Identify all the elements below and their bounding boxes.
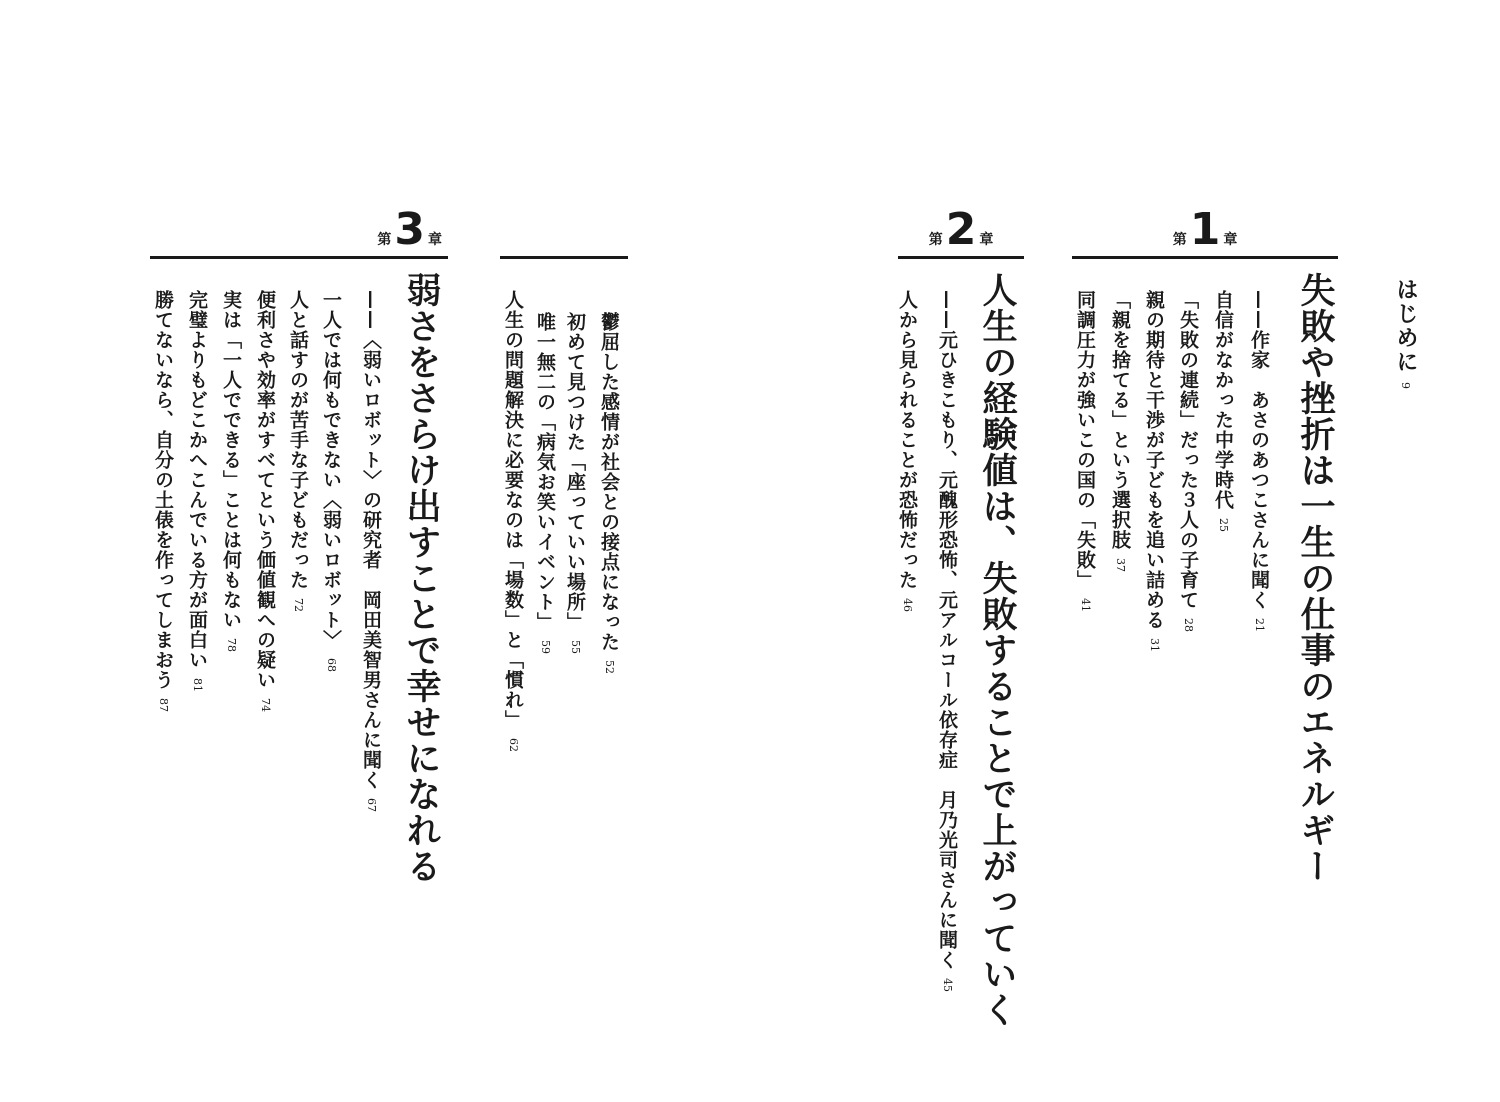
chapter-prefix: 第	[377, 232, 392, 248]
right-page	[750, 0, 1500, 1102]
item-text: 人と話すのが苦手な子どもだった	[287, 290, 309, 590]
chapter-1-item-5[interactable]	[1072, 290, 1099, 612]
page-number: 72	[292, 598, 305, 612]
chapter-1-item-1[interactable]	[1210, 290, 1237, 532]
page-number: 21	[1253, 618, 1266, 632]
intro-label: はじめに	[1393, 278, 1418, 374]
item-text: 実は「一人でできる」ことは何もない	[220, 290, 242, 630]
chapter-1-rule	[1072, 256, 1338, 259]
item-text: 唯一無二の「病気お笑いイベント」	[534, 312, 556, 632]
item-text: 人生の問題解決に必要なのは「場数」と「慣れ」	[502, 290, 524, 730]
item-text: 人から見られることが恐怖だった	[896, 290, 918, 590]
page-number: 41	[1079, 598, 1092, 612]
chapter-2-rule-continued	[500, 256, 628, 259]
chapter-1-item-3[interactable]	[1141, 290, 1168, 652]
chapter-2-title[interactable]: 人生の経験値は、失敗することで上がっていく	[977, 272, 1017, 1028]
chapter-2-item-3[interactable]	[562, 312, 589, 654]
page-number: 28	[1182, 618, 1195, 632]
item-text: 親の期待と干渉が子どもを追い詰める	[1143, 290, 1165, 630]
item-text: 完璧よりもどこかへこんでいる方が面白い	[186, 290, 208, 670]
chapter-suffix: 章	[979, 232, 994, 248]
chapter-3-item-3[interactable]	[252, 290, 279, 712]
chapter-2-item-4[interactable]	[532, 312, 559, 654]
chapter-prefix: 第	[1172, 232, 1187, 248]
chapter-1-title[interactable]: 失敗や挫折は一生の仕事のエネルギー	[1295, 272, 1335, 884]
page-number: 55	[569, 640, 582, 654]
page-number: 87	[157, 698, 170, 712]
item-text: 「親を捨てる」という選択肢	[1109, 290, 1131, 550]
page-number: 9	[1399, 382, 1412, 389]
chapter-prefix: 第	[928, 232, 943, 248]
page-number: 68	[325, 658, 338, 672]
item-text: 一人では何もできない〈弱いロボット〉	[320, 290, 342, 650]
page-number: 67	[365, 798, 378, 812]
page-number: 25	[1217, 518, 1230, 532]
chapter-2-item-1[interactable]	[894, 290, 921, 612]
chapter-1-item-2[interactable]	[1175, 290, 1202, 632]
chapter-number: 1	[1189, 204, 1221, 255]
chapter-2-item-5[interactable]	[500, 290, 527, 752]
chapter-number: 2	[945, 204, 977, 255]
chapter-3-subtitle[interactable]	[358, 290, 385, 812]
item-text: 勝てないなら、自分の土俵を作ってしまおう	[152, 290, 174, 690]
page-number: 81	[191, 678, 204, 692]
chapter-2-subtitle[interactable]	[934, 290, 961, 992]
chapter-3-item-1[interactable]	[318, 290, 345, 672]
chapter-3-rule	[150, 256, 448, 259]
chapter-suffix: 章	[428, 232, 442, 248]
page-number: 45	[941, 978, 954, 992]
page-number: 74	[259, 698, 272, 712]
chapter-1-item-4[interactable]	[1107, 290, 1134, 572]
page-number: 37	[1114, 558, 1127, 572]
chapter-3-item-4[interactable]	[218, 290, 245, 652]
chapter-number: 3	[394, 204, 425, 255]
page-number: 46	[901, 598, 914, 612]
item-text: 自信がなかった中学時代	[1212, 290, 1234, 510]
page-number: 52	[603, 660, 616, 674]
chapter-3-item-6[interactable]	[150, 290, 177, 712]
chapter-2-item-2[interactable]	[596, 312, 623, 674]
chapter-suffix: 章	[1223, 232, 1238, 248]
chapter-2-rule	[898, 256, 1024, 259]
item-text: 鬱屈した感情が社会との接点になった	[598, 312, 620, 652]
subtitle-text: ——作家 あさのあつこさんに聞く	[1248, 290, 1270, 610]
page-number: 31	[1148, 638, 1161, 652]
page-number: 78	[225, 638, 238, 652]
chapter-1-subtitle[interactable]	[1246, 290, 1273, 632]
item-text: 便利さや効率がすべてという価値観への疑い	[254, 290, 276, 690]
subtitle-text: ——〈弱いロボット〉の研究者 岡田美智男さんに聞く	[360, 290, 382, 790]
intro-entry[interactable]	[1390, 278, 1421, 389]
chapter-3-item-5[interactable]	[184, 290, 211, 692]
page-number: 59	[539, 640, 552, 654]
item-text: 初めて見つけた「座っていい場所」	[564, 312, 586, 632]
item-text: 「失敗の連続」だった３人の子育て	[1177, 290, 1199, 610]
item-text: 同調圧力が強いこの国の「失敗」	[1074, 290, 1096, 590]
subtitle-text: ——元ひきこもり、元醜形恐怖、元アルコール依存症 月乃光司さんに聞く	[936, 290, 958, 970]
chapter-3-title[interactable]: 弱さをさらけ出すことで幸せになれる	[401, 272, 441, 884]
chapter-3-item-2[interactable]	[285, 290, 312, 612]
page-number: 62	[507, 738, 520, 752]
